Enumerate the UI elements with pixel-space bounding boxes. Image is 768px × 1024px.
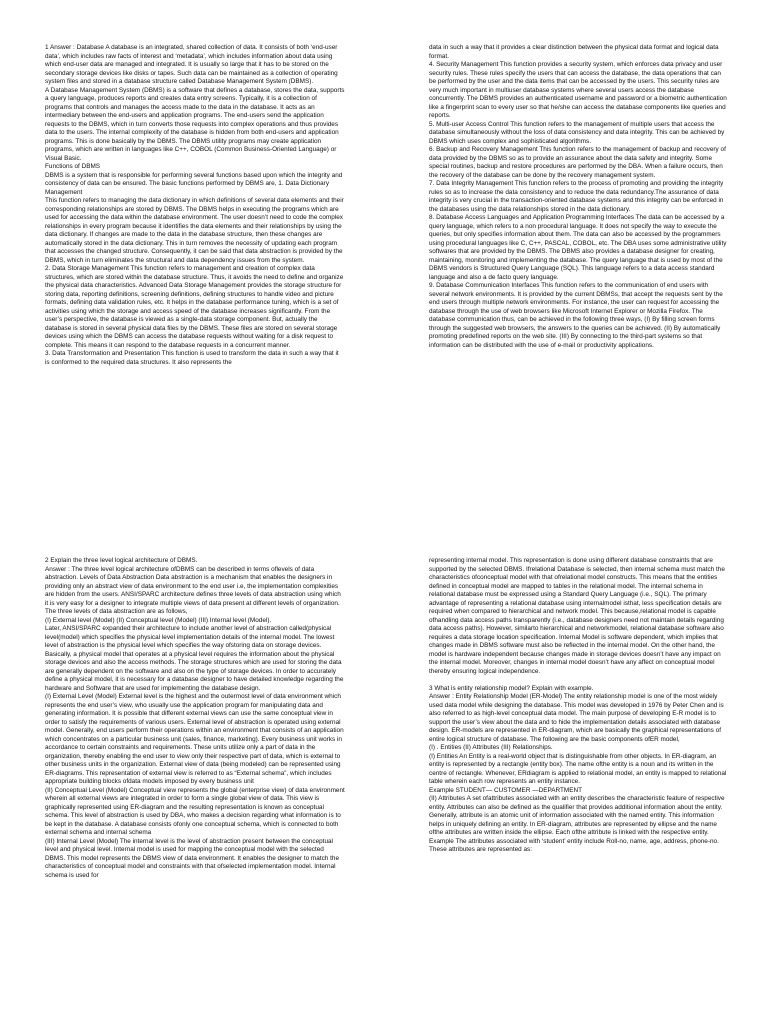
paragraph: (I) Entities An Entity is a real-world object that is distinguishable from other objects. In ER-diagram, an entity is represented by a rectangle (entity box). The name ofthe entity is a noun and its written in the centre of rectangle. Whenever, ERdiagram is applied to relational model, an entity is mapped to relational table wherein each row represents an entity instance. <box>429 752 727 785</box>
paragraph: Example The attributes associated with ‘student’ entity include Roll-no, name, age, address, phone-no. These attributes are represented as: <box>429 837 719 853</box>
column-bottom-left <box>45 557 345 1012</box>
paragraph: (II) Attributes A set ofattributes associated with an entity describes the characteristic feature of respective entity. Attributes can also be defined as the qualifier that provides additional information about the entity. Generally, attribute is an atomic unit of information associated with the named entity. This information helps in uniquely defining an entity. In ER-diagram, attributes are represented by ellipse and the name ofthe attributes are written inside the ellipse. Each ofthe attribute is linked with the respective entity. <box>429 795 725 836</box>
paragraph: data in such a way that it provides a clear distinction between the physical data format and logical data format. <box>429 44 719 60</box>
paragraph: DBMS is a system that is responsible for performing several functions based upon which the integrity and consistency of data can be ensured. The basic functions performed by DBMS are, 1. Data Dictionary Management <box>45 171 343 196</box>
paragraph: Later, ANSI/SPARC expanded their architecture to include another level of abstraction called(physical level(model) which specifies the physical level implementation details of the internal model. The lowest level of abstraction is the physical level which specifies the way ofstoring data on storage devices. Basically, a physical model that operates at a physical level requires the information about the physical storage devices and also the access methods. The storage structures which are used for storing the data are generally dependent on the software and also on the type of storage devices. In order to accurately define a physical model, it is necessary for a database designer to have detailed knowledge regarding the hardware and Software that are used for implementing the database design. <box>45 625 344 692</box>
paragraph: 6. Backup and Recovery Management This function refers to the management of backup and recovery of data provided by the DBMS so as to provide an assurance about the data safety and integrity. Some special routines, backup and restore procedures are performed by the DBA. When a failure occurs, then the recovery of the database can be done by the recovery management system. <box>429 146 726 179</box>
paragraph: Example STUDENT— CUSTOMER —DEPARTMENT <box>429 786 583 794</box>
paragraph: A Database Management System (DBMS) is a software that defines a database, stores the data, supports a query language, produces reports and creates data entry screens. Typically, it is a collection of programs that controls and manages the access made to the data in the database. It acts as an intermediary between the end-users and application programs. The end-users send the application requests to the DBMS, which in turn converts those requests into complex operations and thus provides data to the users. The internal complexity of the database is hidden from both end-users and application programs. This is done basically by the DBMS. The DBMS utility programs may create application programs, which are written in languages like C++, COBOL (Common Business-Oriented Language) or Visual Basic. <box>45 86 345 162</box>
paragraph <box>429 676 727 685</box>
paragraph: (I) External Level (Model) External level is the highest and the outermost level of data environment which represents the end user’s view, who usually use the application program for manipulating data and generating information. It is possible that different external views can use the same conceptual view in order to satisfy the requirements of various users. External level of abstraction is operated using external model. Generally, end users perform their operations within an environment that consists of an application which concentrates on a particular business unit (sales, finance, marketing). Every business unit works in accordance to certain constraints and requirements. These units utilize only a part of data in the organization, thereby enabling the end user to view only their respective part of data, which is external to other business units in the organization. External view of data (being modeled) can be represented using ER-diagrams. This representation of external view is referred to as “External schema”, which includes appropriate building blocks ofdata models imposed by every business unit <box>45 693 344 785</box>
paragraph: representing internal model. This representation is done using different database constraints that are supported by the selected DBMS. Ifrelational Database is selected, then internal schema must match the characteristics ofconceptual model with that ofrelational model constructs. This means that the entities defined in conceptual model are mapped to tables in the relational model. The internal schema in relational database must be expressed using a Standard Query Language (i.e., SQL). The primary advantage of representing a relational database using internalmodel isthat, less specification details are required when compared to hierarchical and network model. This because,relational model is capable ofhandling data access paths transparently (i.e., database designers need not maintain details regarding data access paths). However, similarto hierarchical and networkmodel, relational database software also requires a data storage location specification. Internal Model is software dependent, which implies that changes made in DBMS software must also be reflected in the internal model. On the other hand, the model is hardware independent because changes made in storage devices doesn’t have any impact on the internal model. Moreover, changes in internal model doesn’t have any affect on conceptual model thereby ensuring logical independence. <box>429 557 725 675</box>
paragraph: This function refers to managing the data dictionary in which definitions of several data elements and their corresponding relationships are stored by DBMS. The DBMS helps in executing the programs which are used for accessing the data within the database environment. The user doesn’t need to code the complex relationships in every program because it identifies the data elements and their relationships by using the data dictionary. If changes are made to the data in the database structure, then these changes are automatically stored in the data dictionary. This in turn removes the necessity of updating each program that accesses the changed structure. Consequently, it can be said that data abstraction is provided by the DBMS, which in turn eliminates the structural and data dependency issues from the system. <box>45 197 344 264</box>
column-top-right <box>429 44 727 424</box>
paragraph: 7. Data Integrity Management This function refers to the process of promoting and providing the integrity rules so as to increase the data consistency and to reduce the data redundancy.The assurance of data integrity is very crucial in the transaction-oriented database systems and this integrity can be enforced in the databases using the data relationships stored in the data dictionary. <box>429 180 724 213</box>
paragraph: (I) External level (Model) (II) Conceptual level (Model) (III) Internal level (Model). <box>45 616 272 624</box>
paragraph: Answer : Entity Relationship Model (ER-Model) The entity relationship model is one of the most widely used data model while designing the database. This model was developed in 1976 by Peter Chen and is also referred to as high-level conceptual data model. The main purpose of developing E-R model is to support the user’s view about the data and to hide the implementation details associated with database design. ER-models are represented in ER-diagram, which are basically the graphical representations of entire logical structure of database. The following are the basic components ofER model, <box>429 693 724 743</box>
paragraph: 3. Data Transformation and Presentation This function is used to transform the data in such a way that it is conformed to the required data structures. It also represents the <box>45 350 339 366</box>
column-top-left <box>45 44 345 461</box>
column-bottom-right <box>429 557 727 1012</box>
paragraph: (III) Internal Level (Model) The internal level is the level of abstraction present between the conceptual level and physical level. Internal model is used for mapping the conceptual model with the selected DBMS. This model represents the DBMS view of data environment. It enables the designer to match the characteristics of conceptual model and constraints with that ofselected implementation model. Internal schema is used for <box>45 837 339 879</box>
paragraph: 8. Database Access Languages and Application Programming Interfaces The data can be accessed by a query language, which refers to a non procedural language. It does not specify the way to execute the queries, but only specifies information about them. The data can also be accessed by the programmers using procedural languages like C, C++, PASCAL, COBOL, etc. The DBA uses some administrative utility softwares that are provided by the DBMS. The DBMS also provides a database designer for creating, maintaining, monitoring and implementing the database. The query language that is used by most of the DBMS vendors is Structured Query Language (SQL). This language refers to a data access standard language and also a de facto query language. <box>429 214 727 281</box>
paragraph: 4. Security Management This function provides a security system, which enforces data privacy and user security rules. These rules specify the users that can access the database, the data operations that can be performed by the user and the data items that can be accessed by the users. This security rules are very much important in multiuser database systems where several users access the database concurrently. The DBMS provides an authenticated username and password or a biometric authentication like a fingerprint scan to every user so that he/she can access the database components like queries and reports. <box>429 61 727 119</box>
paragraph: 5. Multi-user Access Control This function refers to the management of multiple users that access the database simultaneously without the loss of data consistency and data integrity. This can be achieved by DBMS which uses complex and sophisticated algorithms. <box>429 120 725 145</box>
paragraph: Answer : The three level logical architecture ofDBMS can be described in terms oflevels of data abstraction. Levels of Data Abstraction Data abstraction is a mechanism that enables the designers in providing only an abstract view of data environment to the end user i.e, the implementation complexities are hidden from the users. ANSI/SPARC architecture defines three levels of data abstraction using which it is very easy for a designer to integrate multiple views of data present at different levels of organization. The three levels of data abstraction are as follows, <box>45 565 341 615</box>
paragraph: 3 What is entity relationship model? Explain with example. <box>429 684 594 692</box>
paragraph: (II) Conceptual Level (Model) Conceptual view represents the global (enterprise view) of data environment wherein all external views are integrated in order to form a single global view of data. This view is graphically represented using ER-diagram and the resulting representation is known as conceptual schema. This level of abstraction is used by DBA, who makes a decision regarding what information is to be kept in the database. A database consists ofonly one conceptual schema, which is connected to both external schema and internal schema <box>45 786 345 836</box>
paragraph: (I) . Entities (II) Attributes (III) Relationships. <box>429 744 553 751</box>
paragraph: 1 Answer : Database A database is an integrated, shared collection of data. It consists of both ‘end-user data’, which includes raw facts of interest and ‘metadata’, which includes information about data using which end-user data are managed and integrated. It is usually so large that it has to be stored on the secondary storage devices like disks or tapes. Such data can be maintained as a collection of operating system files and stored in a database structure called Database Management System (DBMS). <box>45 44 338 85</box>
paragraph: 2 Explain the three level logical architecture of DBMS. <box>45 557 198 564</box>
paragraph: Functions of DBMS <box>45 163 101 170</box>
paragraph: 9. Database Communication Interfaces This function refers to the communication of end users with several network environments. It is provided by the current DBMSs, that accept the requests sent by the end users through multiple network environments. For instance, the user can request for accessing the database through the use of web browsers like Microsoft Internet Explorer or Mozilla Firefox. The database communication thus, can be achieved in the following three ways, (I) By filling screen forms through the suggested web browsers, the answers to the queries can be achieved. (II) By automatically promoting predefined reports on the web site. (III) By connecting to the third-part systems so that information can be distributed with the use of e-mail or productivity applications. <box>429 282 723 349</box>
paragraph: 2. Data Storage Management This function refers to management and creation of complex data structures, which are stored within the database structure. Thus, it avoids the need to define and organize the physical data characteristics. Advanced Data Storage Management provides the storage structure for storing data, reporting definitions, screening definitions, defining structures to handle video and picture formats, defining data validation rules, etc. It helps in the database performance tuning, which is a set of activities using which the storage and access speed of the database increases significantly. From the user’s perspective, the database is viewed as a single-data storage component. But, actually the database is stored in several physical data files by the DBMS. These files are stored on several storage devices using which the DBMS can access the database requests without waiting for a disk request to complete. This means it can respond to the database requests in a concurrent manner. <box>45 265 344 349</box>
